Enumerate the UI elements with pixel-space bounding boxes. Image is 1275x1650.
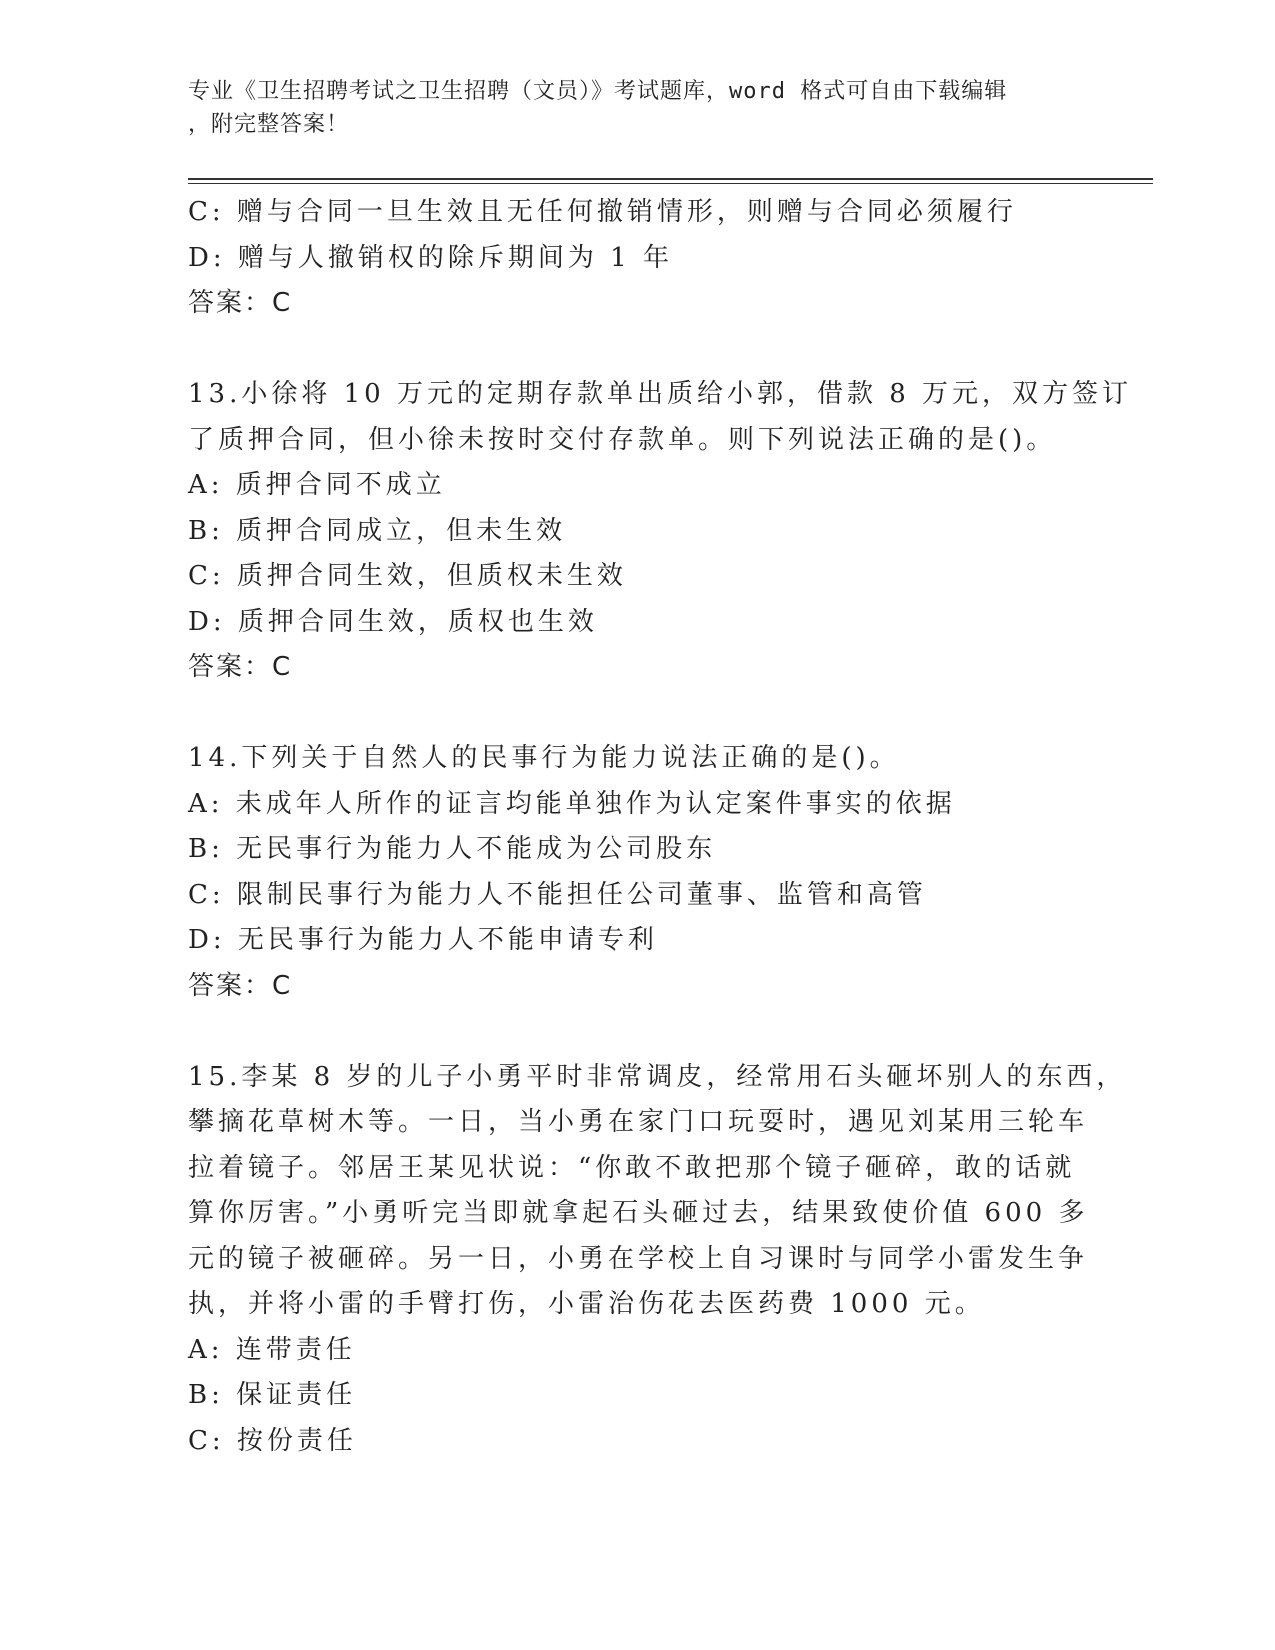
question-stem-line: 了质押合同，但小徐未按时交付存款单。则下列说法正确的是()。 [188, 424, 1057, 455]
option-a: A: 未成年人所作的证言均能单独作为认定案件事实的依据 [188, 788, 956, 819]
option-c: C: 限制民事行为能力人不能担任公司董事、监管和高管 [188, 879, 927, 910]
option-c: C: 质押合同生效，但质权未生效 [188, 561, 627, 591]
header-line-2: ，附完整答案！ [188, 112, 350, 137]
answer-line: 答案：C [188, 652, 293, 682]
spacer [188, 691, 1068, 737]
previous-question-tail [188, 190, 1068, 327]
option-c: C: 赠与合同一旦生效且无任何撤销情形，则赠与合同必须履行 [188, 197, 1017, 227]
question-stem-line: 14.下列关于自然人的民事行为能力说法正确的是()。 [188, 743, 900, 773]
question-13 [188, 372, 1133, 691]
option-b: B: 质押合同成立，但未生效 [188, 515, 567, 546]
document-header [188, 75, 1088, 141]
option-a: A: 连带责任 [188, 1334, 356, 1365]
header-divider-thin [188, 183, 1153, 184]
spacer [188, 1009, 1068, 1055]
question-stem-line: 执，并将小雷的手臂打伤，小雷治伤花去医药费 1000 元。 [188, 1289, 985, 1319]
question-15 [188, 1055, 1127, 1465]
option-a: A: 质押合同不成立 [188, 470, 446, 500]
header-line-1: 专业《卫生招聘考试之卫生招聘（文员）》考试题库，word 格式可自由下载编辑 [188, 79, 1008, 104]
option-d: D: 赠与人撤销权的除斥期间为 1 年 [188, 242, 673, 273]
question-14 [188, 736, 1068, 1009]
spacer [188, 327, 1068, 373]
question-stem-line: 攀摘花草树木等。一日，当小勇在家门口玩耍时，遇见刘某用三轮车 [188, 1107, 1089, 1137]
question-stem-line: 元的镜子被砸碎。另一日，小勇在学校上自习课时与同学小雷发生争 [188, 1243, 1089, 1274]
option-b: B: 无民事行为能力人不能成为公司股东 [188, 834, 717, 864]
option-d: D: 无民事行为能力人不能申请专利 [188, 925, 658, 955]
question-stem-line: 13.小徐将 10 万元的定期存款单出质给小郭，借款 8 万元，双方签订 [188, 379, 1133, 409]
question-stem-line: 拉着镜子。邻居王某见状说：“你敢不敢把那个镜子砸碎，敢的话就 [188, 1152, 1076, 1183]
answer-line: 答案：C [188, 288, 293, 318]
question-content [188, 190, 1133, 1464]
question-stem-line: 算你厉害。”小勇听完当即就拿起石头砸过去，结果致使价值 600 多 [188, 1198, 1089, 1228]
answer-line: 答案：C [188, 970, 293, 1001]
header-divider-thick [188, 178, 1153, 180]
option-d: D: 质押合同生效，质权也生效 [188, 606, 598, 637]
option-b: B: 保证责任 [188, 1380, 357, 1410]
option-c: C: 按份责任 [188, 1425, 357, 1456]
question-stem-line: 15.李某 8 岁的儿子小勇平时非常调皮，经常用石头砸坏别人的东西， [188, 1061, 1127, 1092]
